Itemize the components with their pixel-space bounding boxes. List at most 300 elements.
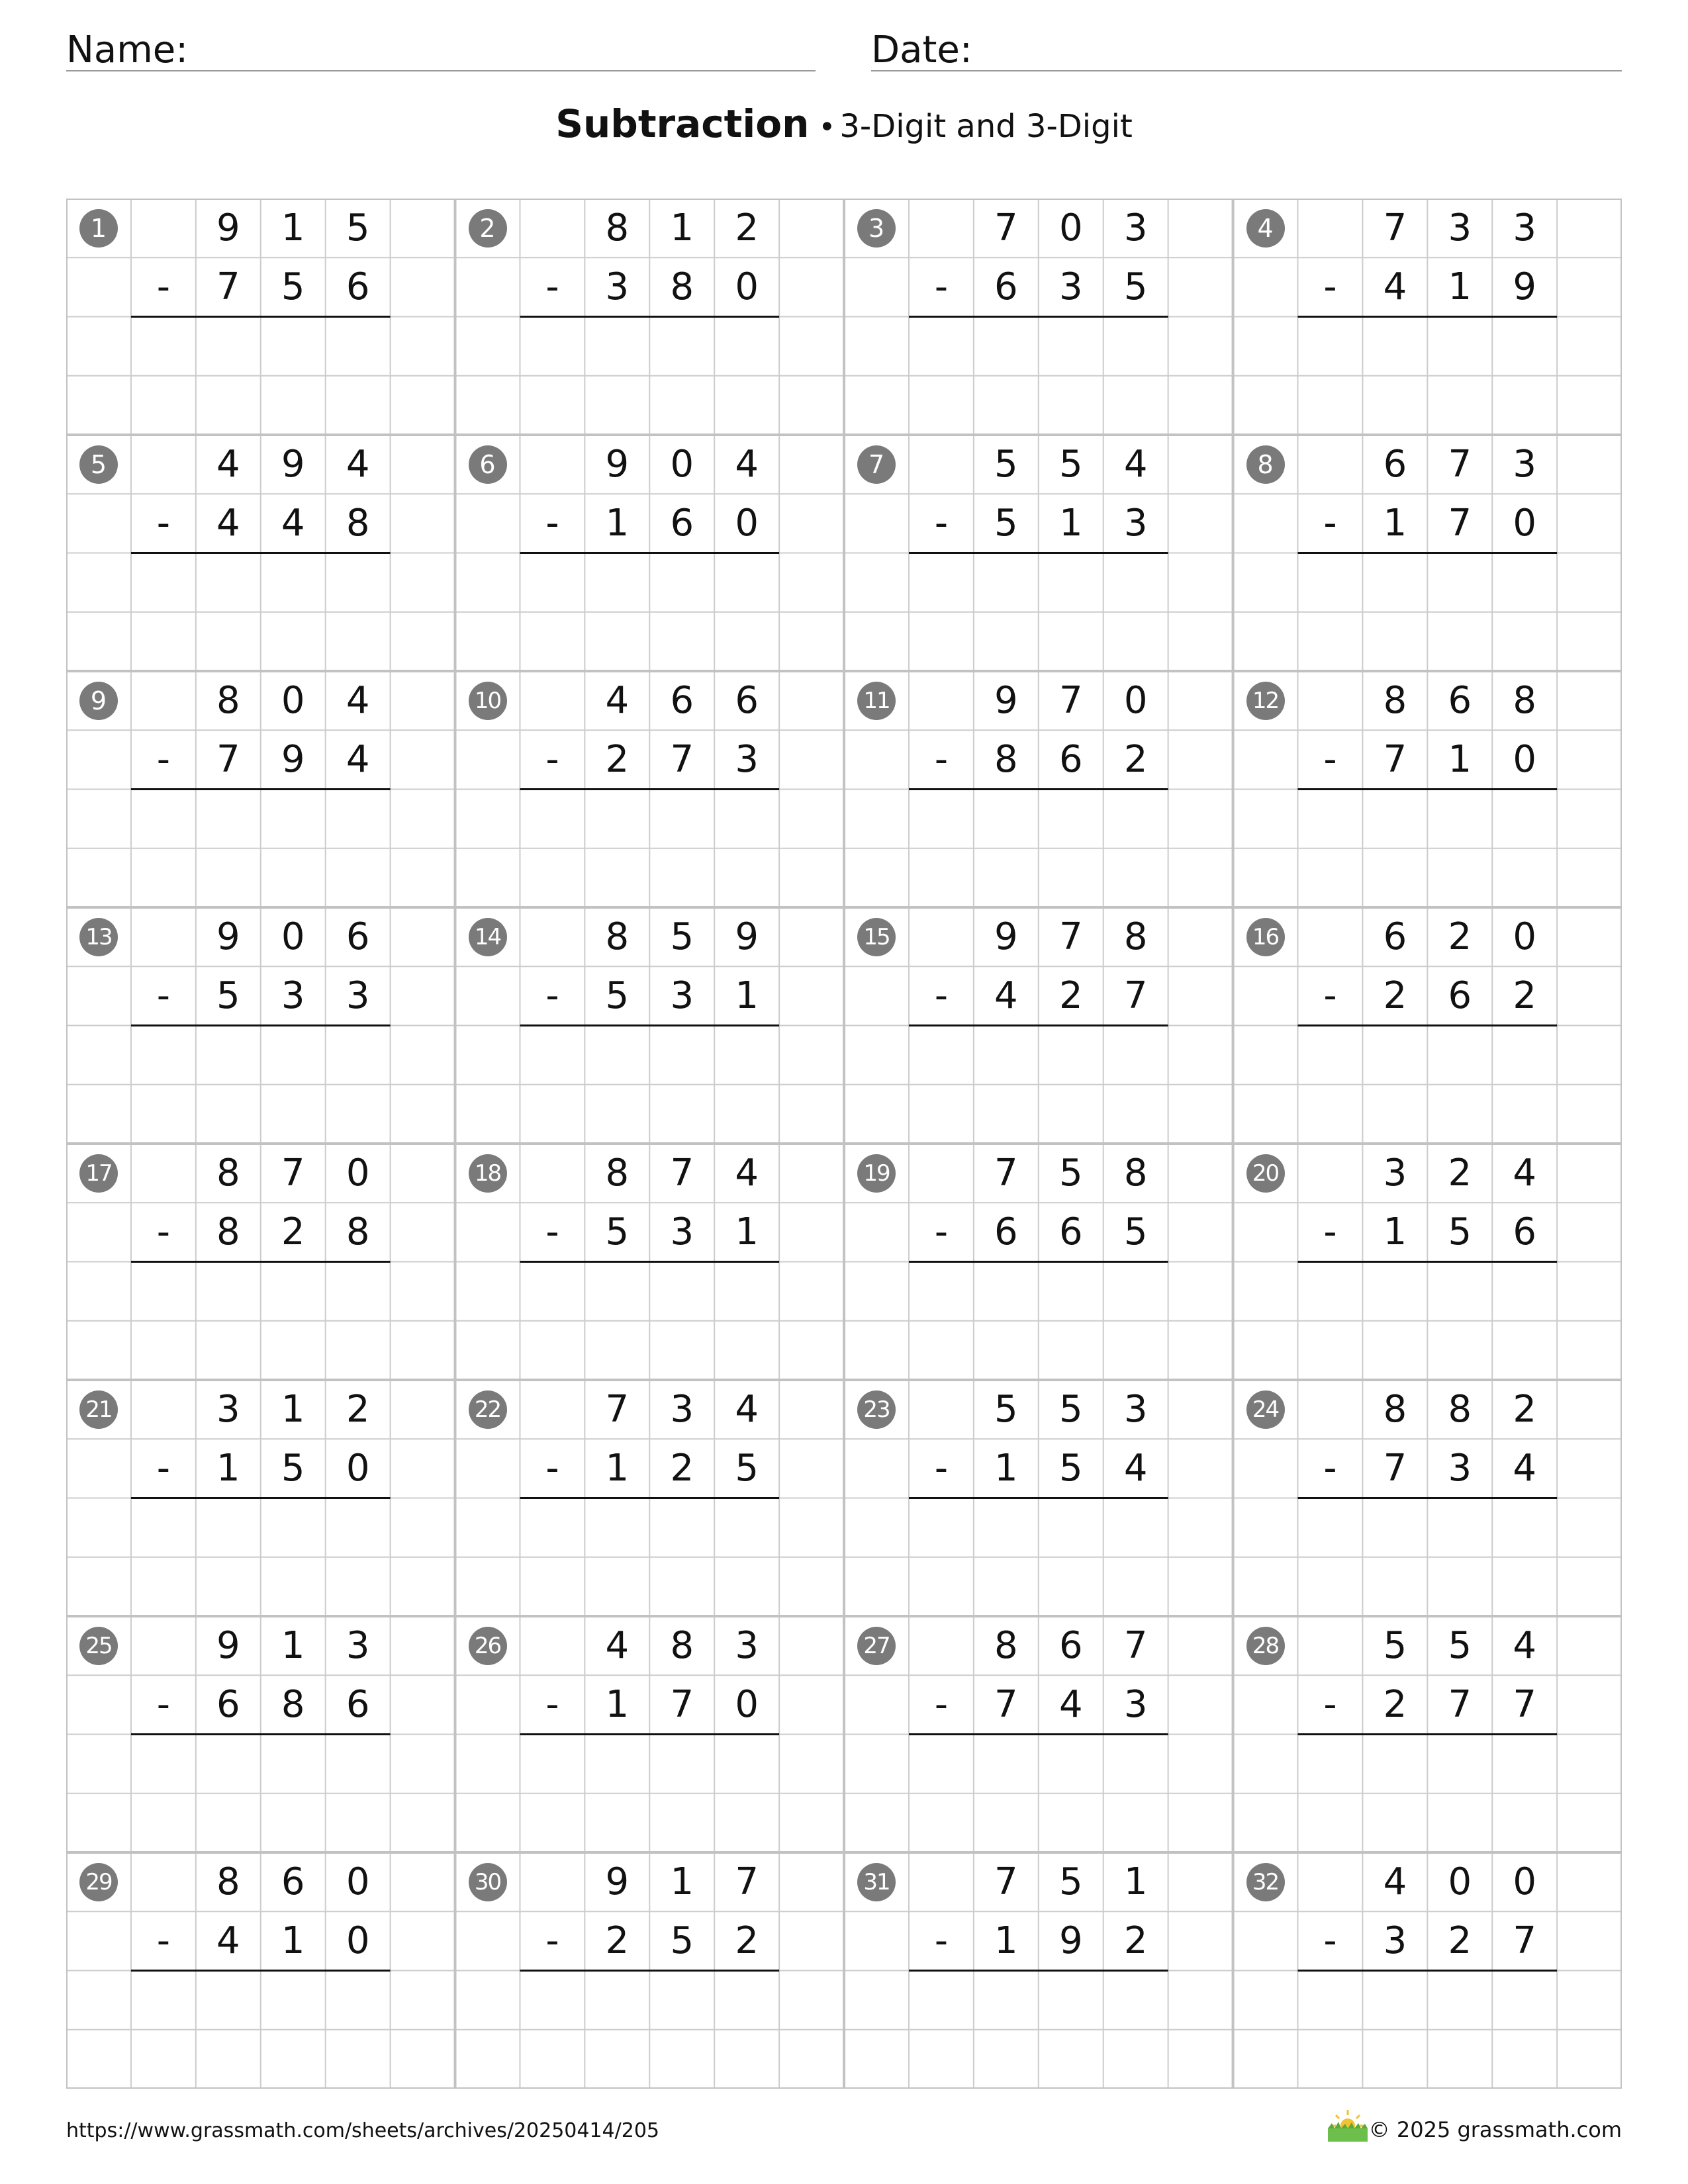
minuend-digit: 7 (1058, 915, 1083, 958)
subtrahend-digit: 4 (1383, 265, 1407, 308)
minuend-digit: 0 (1513, 915, 1537, 958)
problem-number-badge: 29 (79, 1863, 118, 1901)
minuend-digit: 8 (605, 915, 630, 958)
problem-number-badge: 26 (469, 1627, 507, 1665)
minuend-digit: 3 (1383, 1151, 1407, 1195)
minus-sign: - (1323, 1682, 1337, 1726)
subtrahend-digit: 8 (281, 1682, 305, 1726)
subtrahend-digit: 1 (1383, 501, 1407, 545)
problem-number-badge: 9 (79, 682, 118, 720)
subtrahend-digit: 1 (1448, 737, 1472, 781)
minuend-digit: 3 (735, 1623, 759, 1667)
minuend-digit: 8 (216, 1151, 240, 1195)
minuend-digit: 1 (281, 1623, 305, 1667)
minus-sign: - (156, 1919, 171, 1962)
minuend-digit: 4 (346, 442, 370, 486)
minuend-digit: 8 (1513, 678, 1537, 722)
minus-sign: - (1323, 501, 1337, 545)
minus-sign: - (1323, 265, 1337, 308)
answer-area[interactable] (909, 792, 1168, 846)
minuend-digit: 4 (735, 442, 759, 486)
minuend-digit: 7 (1448, 442, 1472, 486)
subtrahend-digit: 4 (346, 737, 370, 781)
minuend-digit: 0 (670, 442, 694, 486)
problem-number-badge: 16 (1246, 918, 1285, 956)
minuend-digit: 9 (281, 442, 305, 486)
subtrahend-digit: 8 (346, 1210, 370, 1253)
subtrahend-digit: 3 (281, 974, 305, 1017)
minuend-digit: 0 (1058, 206, 1083, 250)
minuend-digit: 4 (1513, 1151, 1537, 1195)
problem-number-badge: 17 (79, 1154, 118, 1193)
answer-area[interactable] (520, 792, 779, 846)
problem-number-badge: 2 (469, 209, 507, 248)
title-subtitle: 3-Digit and 3-Digit (839, 108, 1133, 145)
minuend-digit: 0 (346, 1860, 370, 1903)
subtrahend-digit: 8 (216, 1210, 240, 1253)
answer-area[interactable] (131, 319, 391, 374)
subtrahend-digit: 4 (1513, 1446, 1537, 1490)
problem-number-badge: 11 (857, 682, 896, 720)
minus-sign: - (1323, 1210, 1337, 1253)
minuend-digit: 9 (216, 1623, 240, 1667)
subtrahend-digit: 2 (670, 1446, 694, 1490)
subtrahend-digit: 0 (346, 1919, 370, 1962)
minuend-digit: 6 (346, 915, 370, 958)
problem-number-badge: 22 (469, 1390, 507, 1429)
minus-sign: - (156, 1446, 171, 1490)
minuend-digit: 3 (216, 1387, 240, 1431)
subtrahend-digit: 1 (1058, 501, 1083, 545)
answer-area[interactable] (520, 1264, 779, 1319)
minuend-digit: 2 (1448, 915, 1472, 958)
minus-sign: - (545, 974, 559, 1017)
subtrahend-digit: 3 (735, 737, 759, 781)
answer-area[interactable] (909, 1973, 1168, 2028)
subtrahend-digit: 7 (1448, 501, 1472, 545)
minuend-digit: 5 (346, 206, 370, 250)
problem-number-badge: 1 (79, 209, 118, 248)
minuend-digit: 8 (605, 206, 630, 250)
minuend-digit: 1 (670, 206, 694, 250)
minuend-digit: 2 (1513, 1387, 1537, 1431)
subtrahend-digit: 1 (281, 1919, 305, 1962)
minuend-digit: 3 (1123, 206, 1148, 250)
problem-number-badge: 8 (1246, 445, 1285, 484)
subtrahend-digit: 5 (1123, 1210, 1148, 1253)
problem-number-badge: 30 (469, 1863, 507, 1901)
problem-number-badge: 3 (857, 209, 896, 248)
subtrahend-digit: 7 (1513, 1919, 1537, 1962)
subtrahend-digit: 6 (670, 501, 694, 545)
subtrahend-digit: 2 (1383, 974, 1407, 1017)
minus-sign: - (545, 501, 559, 545)
subtrahend-digit: 1 (994, 1446, 1018, 1490)
subtrahend-digit: 6 (346, 1682, 370, 1726)
minus-sign: - (545, 1682, 559, 1726)
minuend-digit: 3 (1513, 442, 1537, 486)
minuend-digit: 0 (1123, 678, 1148, 722)
footer-url: https://www.grassmath.com/sheets/archives/20250414/205 (66, 2119, 660, 2142)
subtrahend-digit: 2 (1123, 737, 1148, 781)
subtrahend-digit: 5 (1123, 265, 1148, 308)
minuend-digit: 4 (735, 1387, 759, 1431)
subtrahend-digit: 0 (735, 1682, 759, 1726)
answer-area[interactable] (131, 792, 391, 846)
minuend-digit: 7 (994, 206, 1018, 250)
answer-area[interactable] (1297, 1973, 1557, 2028)
answer-area[interactable] (131, 1264, 391, 1319)
minuend-digit: 0 (281, 678, 305, 722)
minuend-digit: 4 (1513, 1623, 1537, 1667)
answer-area[interactable] (909, 1028, 1168, 1083)
subtrahend-digit: 2 (281, 1210, 305, 1253)
answer-area[interactable] (909, 1500, 1168, 1555)
minuend-digit: 9 (216, 206, 240, 250)
subtrahend-digit: 8 (670, 265, 694, 308)
minus-sign: - (934, 737, 949, 781)
minuend-digit: 9 (735, 915, 759, 958)
answer-area[interactable] (909, 555, 1168, 610)
minuend-digit: 6 (1383, 442, 1407, 486)
subtrahend-digit: 1 (735, 974, 759, 1017)
minus-sign: - (156, 1210, 171, 1253)
problem-number-badge: 23 (857, 1390, 896, 1429)
subtrahend-digit: 6 (1058, 737, 1083, 781)
problem-number-badge: 4 (1246, 209, 1285, 248)
date-field[interactable] (871, 23, 1622, 71)
minuend-digit: 5 (1383, 1623, 1407, 1667)
minuend-digit: 5 (1058, 1151, 1083, 1195)
subtrahend-digit: 0 (346, 1446, 370, 1490)
subtrahend-digit: 1 (605, 1446, 630, 1490)
problem-number-badge: 7 (857, 445, 896, 484)
subtrahend-digit: 4 (1058, 1682, 1083, 1726)
minuend-digit: 8 (216, 1860, 240, 1903)
answer-area[interactable] (520, 319, 779, 374)
subtrahend-digit: 5 (1058, 1446, 1083, 1490)
subtrahend-digit: 6 (1513, 1210, 1537, 1253)
subtrahend-digit: 9 (281, 737, 305, 781)
minus-sign: - (934, 974, 949, 1017)
problem-number-badge: 15 (857, 918, 896, 956)
minus-sign: - (156, 974, 171, 1017)
title-separator: • (818, 111, 836, 144)
subtrahend-digit: 0 (735, 265, 759, 308)
minuend-digit: 6 (670, 678, 694, 722)
minuend-digit: 6 (735, 678, 759, 722)
problem-number-badge: 13 (79, 918, 118, 956)
answer-area[interactable] (520, 555, 779, 610)
minuend-digit: 6 (1448, 678, 1472, 722)
answer-area[interactable] (520, 1737, 779, 1792)
subtrahend-digit: 4 (281, 501, 305, 545)
subtrahend-digit: 3 (1123, 501, 1148, 545)
subtrahend-digit: 1 (1448, 265, 1472, 308)
subtrahend-digit: 6 (1058, 1210, 1083, 1253)
problem-number-badge: 24 (1246, 1390, 1285, 1429)
minuend-digit: 4 (605, 678, 630, 722)
minuend-digit: 4 (216, 442, 240, 486)
minus-sign: - (934, 1919, 949, 1962)
minuend-digit: 8 (1448, 1387, 1472, 1431)
minuend-digit: 4 (1123, 442, 1148, 486)
answer-area[interactable] (1297, 319, 1557, 374)
subtrahend-digit: 0 (1513, 501, 1537, 545)
subtrahend-digit: 2 (1383, 1682, 1407, 1726)
minuend-digit: 8 (670, 1623, 694, 1667)
minuend-digit: 7 (605, 1387, 630, 1431)
minus-sign: - (934, 501, 949, 545)
minuend-digit: 4 (1383, 1860, 1407, 1903)
minuend-digit: 2 (1448, 1151, 1472, 1195)
subtrahend-digit: 6 (994, 265, 1018, 308)
problem-number-badge: 28 (1246, 1627, 1285, 1665)
minuend-digit: 8 (1123, 1151, 1148, 1195)
problem-number-badge: 10 (469, 682, 507, 720)
answer-area[interactable] (1297, 1264, 1557, 1319)
minuend-digit: 8 (994, 1623, 1018, 1667)
subtrahend-digit: 0 (735, 501, 759, 545)
subtrahend-digit: 6 (1448, 974, 1472, 1017)
subtrahend-digit: 4 (994, 974, 1018, 1017)
minus-sign: - (545, 737, 559, 781)
minuend-digit: 8 (605, 1151, 630, 1195)
subtrahend-digit: 3 (605, 265, 630, 308)
subtrahend-digit: 7 (670, 737, 694, 781)
minuend-digit: 3 (1123, 1387, 1148, 1431)
minuend-digit: 2 (346, 1387, 370, 1431)
subtrahend-digit: 8 (346, 501, 370, 545)
subtrahend-digit: 3 (1123, 1682, 1148, 1726)
problem-number-badge: 25 (79, 1627, 118, 1665)
subtrahend-digit: 7 (216, 265, 240, 308)
minuend-digit: 3 (1448, 206, 1472, 250)
subtrahend-digit: 5 (1448, 1210, 1472, 1253)
problem-grid (66, 199, 1622, 2089)
subtrahend-digit: 1 (605, 501, 630, 545)
grass-sun-logo-icon (1327, 2106, 1369, 2143)
subtrahend-digit: 1 (994, 1919, 1018, 1962)
minuend-digit: 3 (1513, 206, 1537, 250)
subtrahend-digit: 3 (1058, 265, 1083, 308)
subtrahend-digit: 3 (670, 974, 694, 1017)
subtrahend-digit: 3 (670, 1210, 694, 1253)
minuend-digit: 9 (216, 915, 240, 958)
problem-number-badge: 5 (79, 445, 118, 484)
minuend-digit: 6 (281, 1860, 305, 1903)
minus-sign: - (156, 737, 171, 781)
minus-sign: - (545, 1919, 559, 1962)
date-label: Date: (871, 28, 972, 71)
minuend-digit: 5 (1058, 442, 1083, 486)
minuend-digit: 9 (605, 1860, 630, 1903)
subtrahend-digit: 2 (605, 1919, 630, 1962)
subtrahend-digit: 3 (1383, 1919, 1407, 1962)
minus-sign: - (545, 1446, 559, 1490)
minuend-digit: 4 (605, 1623, 630, 1667)
answer-area[interactable] (520, 1028, 779, 1083)
subtrahend-digit: 5 (994, 501, 1018, 545)
minuend-digit: 8 (1383, 1387, 1407, 1431)
title-main: Subtraction (555, 101, 810, 146)
problem-number-badge: 18 (469, 1154, 507, 1193)
answer-area[interactable] (131, 1028, 391, 1083)
minuend-digit: 3 (346, 1623, 370, 1667)
minus-sign: - (545, 1210, 559, 1253)
answer-area[interactable] (131, 1737, 391, 1792)
subtrahend-digit: 2 (605, 737, 630, 781)
subtrahend-digit: 5 (281, 1446, 305, 1490)
minus-sign: - (1323, 1446, 1337, 1490)
answer-area[interactable] (909, 1737, 1168, 1792)
subtrahend-digit: 4 (216, 1919, 240, 1962)
problem-number-badge: 12 (1246, 682, 1285, 720)
problem-number-badge: 14 (469, 918, 507, 956)
minuend-digit: 9 (605, 442, 630, 486)
subtrahend-digit: 3 (1448, 1446, 1472, 1490)
answer-area[interactable] (520, 1500, 779, 1555)
footer-copyright: © 2025 grassmath.com (1368, 2117, 1622, 2142)
answer-area[interactable] (1297, 1028, 1557, 1083)
name-label: Name: (66, 28, 189, 71)
minuend-digit: 2 (735, 206, 759, 250)
subtrahend-digit: 2 (735, 1919, 759, 1962)
minus-sign: - (1323, 737, 1337, 781)
subtrahend-digit: 1 (735, 1210, 759, 1253)
minuend-digit: 8 (216, 678, 240, 722)
subtrahend-digit: 7 (1513, 1682, 1537, 1726)
subtrahend-digit: 7 (670, 1682, 694, 1726)
minuend-digit: 1 (281, 1387, 305, 1431)
problem-number-badge: 6 (469, 445, 507, 484)
minuend-digit: 5 (994, 1387, 1018, 1431)
minus-sign: - (934, 1682, 949, 1726)
minuend-digit: 1 (1123, 1860, 1148, 1903)
answer-area[interactable] (131, 555, 391, 610)
subtrahend-digit: 5 (735, 1446, 759, 1490)
minuend-digit: 7 (1383, 206, 1407, 250)
minuend-digit: 0 (1448, 1860, 1472, 1903)
answer-area[interactable] (131, 1973, 391, 2028)
minuend-digit: 6 (1058, 1623, 1083, 1667)
worksheet-title (0, 101, 1688, 146)
minuend-digit: 1 (281, 206, 305, 250)
minuend-digit: 5 (1448, 1623, 1472, 1667)
problem-number-badge: 32 (1246, 1863, 1285, 1901)
subtrahend-digit: 9 (1513, 265, 1537, 308)
answer-area[interactable] (1297, 1500, 1557, 1555)
minuend-digit: 9 (994, 915, 1018, 958)
subtrahend-digit: 1 (1383, 1210, 1407, 1253)
subtrahend-digit: 4 (216, 501, 240, 545)
subtrahend-digit: 1 (605, 1682, 630, 1726)
minuend-digit: 7 (994, 1151, 1018, 1195)
problem-number-badge: 31 (857, 1863, 896, 1901)
problem-number-badge: 19 (857, 1154, 896, 1193)
answer-area[interactable] (909, 1264, 1168, 1319)
minus-sign: - (1323, 1919, 1337, 1962)
minus-sign: - (156, 501, 171, 545)
subtrahend-digit: 2 (1513, 974, 1537, 1017)
subtrahend-digit: 2 (1448, 1919, 1472, 1962)
minuend-digit: 7 (281, 1151, 305, 1195)
subtrahend-digit: 0 (1513, 737, 1537, 781)
minuend-digit: 4 (735, 1151, 759, 1195)
problem-number-badge: 27 (857, 1627, 896, 1665)
subtrahend-digit: 1 (216, 1446, 240, 1490)
answer-area[interactable] (520, 1973, 779, 2028)
minuend-digit: 8 (1383, 678, 1407, 722)
minuend-digit: 4 (346, 678, 370, 722)
subtrahend-digit: 7 (1123, 974, 1148, 1017)
subtrahend-digit: 7 (1448, 1682, 1472, 1726)
problem-number-badge: 21 (79, 1390, 118, 1429)
minuend-digit: 7 (1123, 1623, 1148, 1667)
minuend-digit: 7 (735, 1860, 759, 1903)
minuend-digit: 0 (346, 1151, 370, 1195)
minus-sign: - (156, 265, 171, 308)
minuend-digit: 7 (994, 1860, 1018, 1903)
minuend-digit: 0 (281, 915, 305, 958)
subtrahend-digit: 2 (1058, 974, 1083, 1017)
subtrahend-digit: 6 (994, 1210, 1018, 1253)
subtrahend-digit: 5 (670, 1919, 694, 1962)
subtrahend-digit: 2 (1123, 1919, 1148, 1962)
minuend-digit: 5 (1058, 1387, 1083, 1431)
answer-area[interactable] (909, 319, 1168, 374)
minuend-digit: 9 (994, 678, 1018, 722)
minuend-digit: 5 (994, 442, 1018, 486)
name-field[interactable] (66, 23, 816, 71)
subtrahend-digit: 4 (1123, 1446, 1148, 1490)
subtrahend-digit: 5 (605, 1210, 630, 1253)
subtrahend-digit: 6 (216, 1682, 240, 1726)
subtrahend-digit: 5 (281, 265, 305, 308)
subtrahend-digit: 7 (216, 737, 240, 781)
minus-sign: - (1323, 974, 1337, 1017)
subtrahend-digit: 7 (994, 1682, 1018, 1726)
answer-area[interactable] (131, 1500, 391, 1555)
answer-area[interactable] (1297, 1737, 1557, 1792)
minuend-digit: 8 (1123, 915, 1148, 958)
minuend-digit: 6 (1383, 915, 1407, 958)
subtrahend-digit: 7 (1383, 1446, 1407, 1490)
minuend-digit: 3 (670, 1387, 694, 1431)
minuend-digit: 1 (670, 1860, 694, 1903)
subtrahend-digit: 9 (1058, 1919, 1083, 1962)
subtrahend-digit: 8 (994, 737, 1018, 781)
minuend-digit: 7 (670, 1151, 694, 1195)
subtrahend-digit: 7 (1383, 737, 1407, 781)
subtrahend-digit: 5 (216, 974, 240, 1017)
minus-sign: - (156, 1682, 171, 1726)
answer-area[interactable] (1297, 555, 1557, 610)
minus-sign: - (934, 1210, 949, 1253)
minus-sign: - (934, 1446, 949, 1490)
minuend-digit: 0 (1513, 1860, 1537, 1903)
minuend-digit: 7 (1058, 678, 1083, 722)
subtrahend-digit: 6 (346, 265, 370, 308)
answer-area[interactable] (1297, 792, 1557, 846)
minus-sign: - (545, 265, 559, 308)
problem-number-badge: 20 (1246, 1154, 1285, 1193)
minus-sign: - (934, 265, 949, 308)
subtrahend-digit: 5 (605, 974, 630, 1017)
minuend-digit: 5 (670, 915, 694, 958)
subtrahend-digit: 3 (346, 974, 370, 1017)
minuend-digit: 5 (1058, 1860, 1083, 1903)
